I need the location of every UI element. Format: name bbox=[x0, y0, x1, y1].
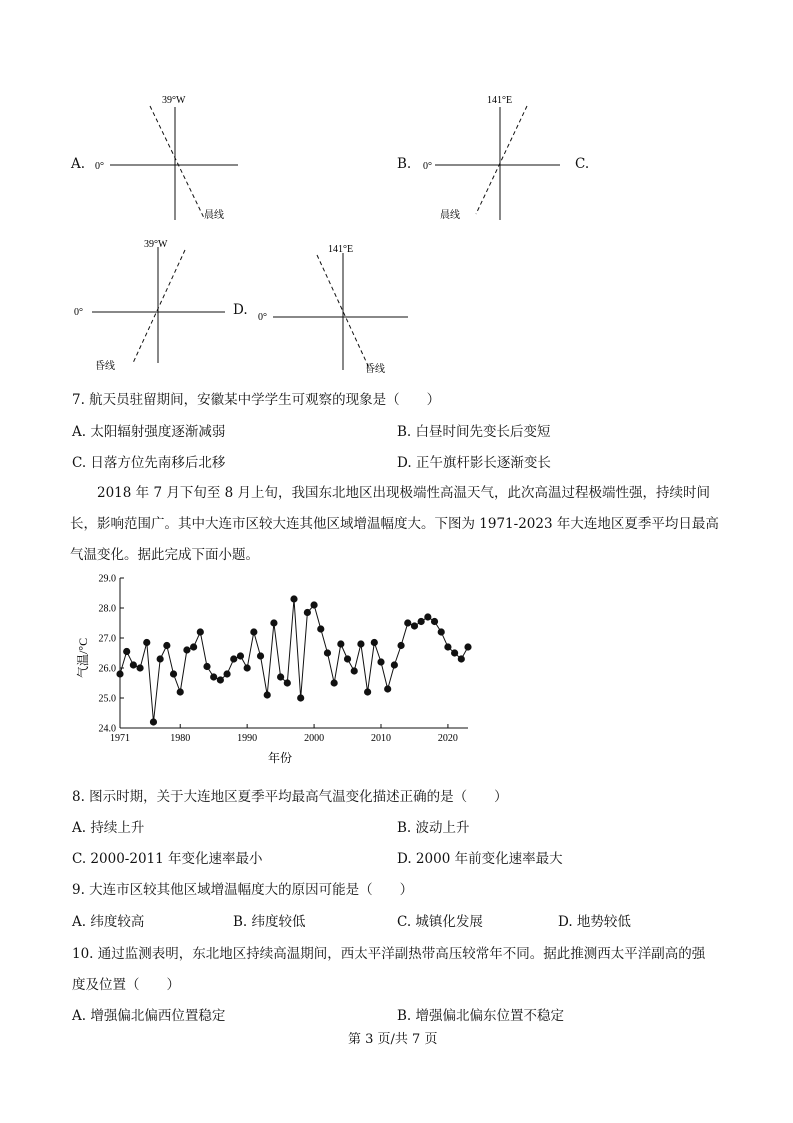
q9-option-d[interactable]: D. 地势较低 bbox=[558, 914, 631, 930]
q7-option-b[interactable]: B. 白昼时间先变长后变短 bbox=[397, 424, 551, 440]
terminator-label: 昏线 bbox=[365, 364, 385, 375]
x-tick-label: 2010 bbox=[371, 733, 391, 744]
data-point bbox=[310, 601, 317, 608]
terminator-label: 昏线 bbox=[95, 361, 115, 372]
diagram-c bbox=[70, 235, 230, 380]
data-point bbox=[451, 649, 458, 656]
option-a-label[interactable]: A. bbox=[71, 156, 86, 172]
q9-option-b[interactable]: B. 纬度较低 bbox=[233, 914, 306, 930]
y-tick-label: 25.0 bbox=[98, 693, 116, 705]
data-point bbox=[210, 673, 217, 680]
q8-option-a[interactable]: A. 持续上升 bbox=[72, 820, 145, 836]
data-point bbox=[438, 628, 445, 635]
diagram-d bbox=[255, 235, 415, 380]
data-point bbox=[418, 618, 425, 625]
q9-option-a[interactable]: A. 纬度较高 bbox=[72, 914, 145, 930]
q10-stem-line2: 度及位置（ ） bbox=[72, 977, 180, 993]
x-tick-label: 1980 bbox=[170, 733, 191, 744]
meridian-label: 141°E bbox=[487, 95, 513, 106]
data-point bbox=[250, 628, 257, 635]
data-point bbox=[170, 670, 177, 677]
equator-label: 0° bbox=[258, 312, 267, 323]
x-tick-label: 1971 bbox=[110, 733, 130, 744]
data-point bbox=[284, 679, 291, 686]
y-tick-label: 29.0 bbox=[98, 573, 116, 585]
y-tick-label: 28.0 bbox=[98, 603, 116, 615]
meridian-label: 141°E bbox=[328, 244, 354, 255]
data-point bbox=[304, 609, 311, 616]
equator-label: 0° bbox=[423, 161, 432, 172]
page-footer: 第 3 页/共 7 页 bbox=[348, 1032, 438, 1047]
data-point bbox=[217, 676, 224, 683]
equator-label: 0° bbox=[95, 161, 104, 172]
y-tick-label: 24.0 bbox=[98, 723, 116, 735]
chart-ylabel: 气温/°C bbox=[76, 637, 90, 679]
data-point bbox=[143, 639, 150, 646]
data-point bbox=[337, 640, 344, 647]
data-point bbox=[404, 619, 411, 626]
data-point bbox=[157, 655, 164, 662]
y-tick-label: 26.0 bbox=[98, 663, 116, 675]
data-point bbox=[150, 718, 157, 725]
series-line bbox=[120, 599, 468, 722]
data-point bbox=[411, 622, 418, 629]
q7-option-c[interactable]: C. 日落方位先南移后北移 bbox=[72, 455, 226, 471]
data-point bbox=[130, 661, 137, 668]
q7-stem: 7. 航天员驻留期间，安徽某中学学生可观察的现象是（ ） bbox=[72, 392, 441, 408]
data-point bbox=[264, 691, 271, 698]
data-point bbox=[344, 655, 351, 662]
data-point bbox=[357, 640, 364, 647]
data-point bbox=[223, 670, 230, 677]
x-tick-label: 2020 bbox=[437, 733, 458, 744]
q9-option-c[interactable]: C. 城镇化发展 bbox=[397, 914, 483, 930]
data-point bbox=[116, 670, 123, 677]
meridian-label: 39°W bbox=[144, 239, 168, 250]
data-point bbox=[317, 625, 324, 632]
diagram-b bbox=[415, 90, 575, 230]
q8-option-b[interactable]: B. 波动上升 bbox=[397, 820, 470, 836]
data-point bbox=[123, 648, 130, 655]
data-point bbox=[444, 643, 451, 650]
x-tick-label: 2000 bbox=[304, 733, 325, 744]
y-tick-label: 27.0 bbox=[98, 633, 116, 645]
x-tick-label: 1990 bbox=[237, 733, 258, 744]
meridian-label: 39°W bbox=[162, 95, 186, 106]
data-point bbox=[270, 619, 277, 626]
data-point bbox=[203, 663, 210, 670]
data-point bbox=[297, 694, 304, 701]
q10-option-b[interactable]: B. 增强偏北偏东位置不稳定 bbox=[397, 1008, 565, 1024]
option-d-label[interactable]: D. bbox=[233, 302, 248, 318]
data-point bbox=[190, 643, 197, 650]
data-point bbox=[277, 673, 284, 680]
diagram-a bbox=[90, 90, 250, 230]
data-point bbox=[290, 595, 297, 602]
terminator-label: 晨线 bbox=[204, 210, 224, 221]
data-point bbox=[364, 688, 371, 695]
q7-option-a[interactable]: A. 太阳辐射强度逐渐减弱 bbox=[72, 424, 226, 440]
option-b-label[interactable]: B. bbox=[397, 156, 412, 172]
data-point bbox=[237, 652, 244, 659]
passage-text: 2018 年 7 月下旬至 8 月上旬，我国东北地区出现极端性高温天气，此次高温过程极端性强，持续时间长，影响范围广。其中大连市区较大连其他区域增温幅度大。下图为 1971-2023 年大连地区夏季平均日最高气温变化。据此完成下面小题。 bbox=[70, 485, 719, 563]
data-point bbox=[244, 664, 251, 671]
chart-xlabel: 年份 bbox=[267, 751, 293, 765]
q8-option-d[interactable]: D. 2000 年前变化速率最大 bbox=[397, 851, 563, 867]
data-point bbox=[197, 628, 204, 635]
temperature-chart bbox=[70, 570, 480, 775]
data-point bbox=[331, 679, 338, 686]
data-point bbox=[177, 688, 184, 695]
data-point bbox=[324, 649, 331, 656]
data-point bbox=[424, 613, 431, 620]
q7-option-d[interactable]: D. 正午旗杆影长逐渐变长 bbox=[397, 455, 551, 471]
q10-stem-line1: 10. 通过监测表明，东北地区持续高温期间，西太平洋副热带高压较常年不同。据此推测西太平洋副高的强 bbox=[72, 946, 706, 962]
terminator-label: 晨线 bbox=[440, 210, 460, 221]
data-point bbox=[371, 639, 378, 646]
data-point bbox=[384, 685, 391, 692]
data-point bbox=[458, 655, 465, 662]
data-point bbox=[351, 667, 358, 674]
data-point bbox=[183, 646, 190, 653]
data-point bbox=[391, 661, 398, 668]
data-point bbox=[136, 664, 143, 671]
option-c-label[interactable]: C. bbox=[575, 156, 590, 172]
data-point bbox=[397, 642, 404, 649]
data-point bbox=[431, 618, 438, 625]
q8-option-c[interactable]: C. 2000-2011 年变化速率最小 bbox=[72, 851, 263, 867]
data-point bbox=[230, 655, 237, 662]
data-point bbox=[464, 643, 471, 650]
data-point bbox=[163, 642, 170, 649]
q8-stem: 8. 图示时期，关于大连地区夏季平均最高气温变化描述正确的是（ ） bbox=[72, 789, 508, 805]
data-point bbox=[257, 652, 264, 659]
q10-option-a[interactable]: A. 增强偏北偏西位置稳定 bbox=[72, 1008, 226, 1024]
data-point bbox=[377, 658, 384, 665]
equator-label: 0° bbox=[74, 307, 83, 318]
q9-stem: 9. 大连市区较其他区域增温幅度大的原因可能是（ ） bbox=[72, 882, 414, 898]
